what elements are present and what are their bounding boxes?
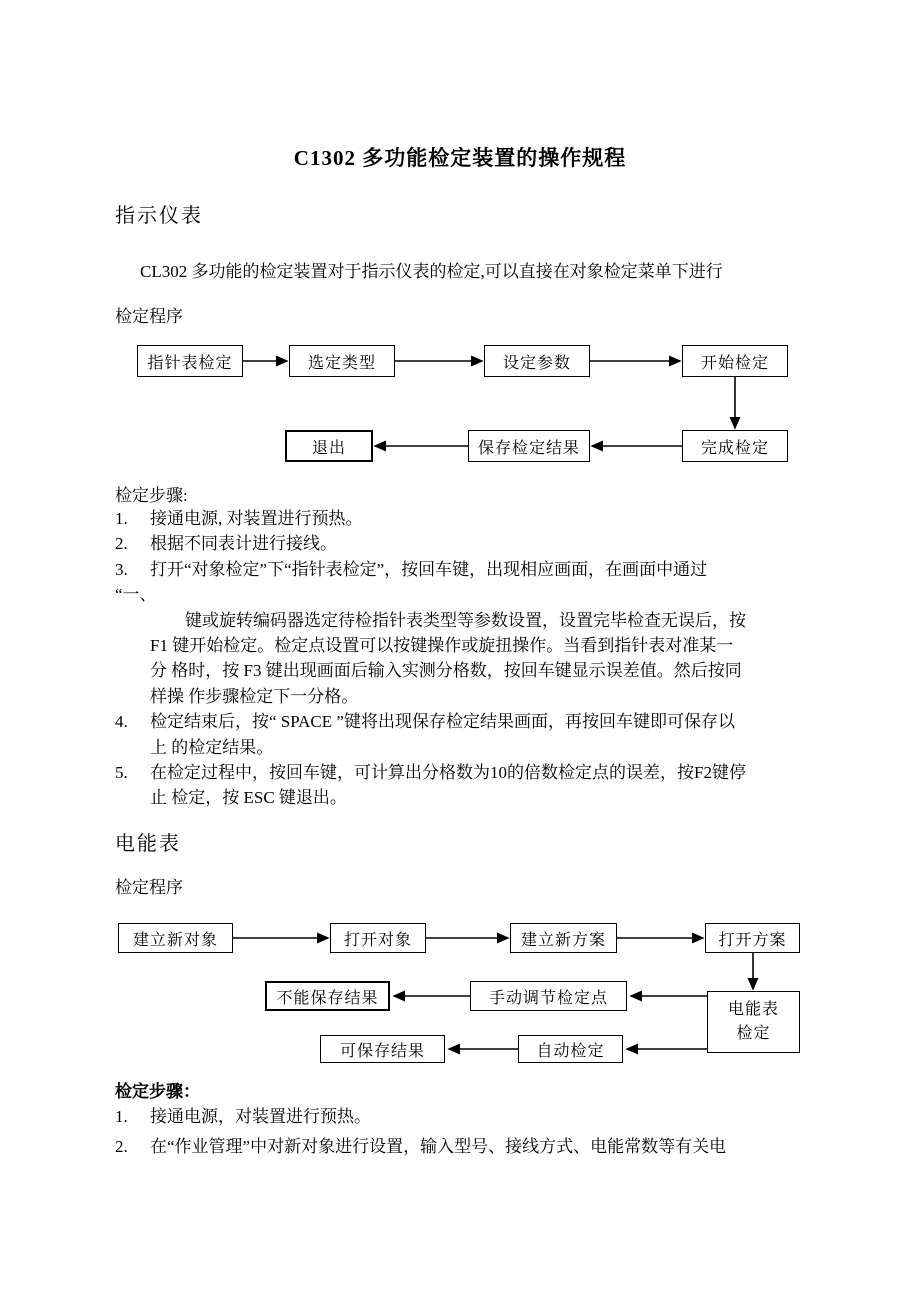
- step-number: 3.: [115, 559, 128, 579]
- step-number: 2.: [115, 534, 128, 554]
- steps-label-energy: 检定步骤：: [115, 1082, 200, 1101]
- flow-box-create-new-object: 建立新对象: [118, 923, 233, 953]
- step-line: [115, 658, 825, 683]
- step-text: 分 格时，按 F3 键出现画面后输入实测分格数，按回车键显示误差值。然后按同: [150, 661, 742, 681]
- step-line: [115, 608, 825, 633]
- section-heading-energy: 电能表: [115, 833, 181, 855]
- section-heading-indicator: 指示仪表: [115, 205, 203, 227]
- step-line: [115, 1132, 825, 1162]
- flow-box-open-object: 打开对象: [330, 923, 426, 953]
- flowchart-indicator: [0, 345, 920, 480]
- flow-box-start-verification: 开始检定: [682, 345, 788, 377]
- step-line: [115, 684, 825, 709]
- step-text: 接通电源，对装置进行预热。: [150, 1107, 371, 1126]
- step-text: “一、: [115, 585, 157, 605]
- step-text: 根据不同表计进行接线。: [150, 534, 337, 554]
- step-line: [115, 785, 825, 810]
- steps-list-indicator: [115, 506, 825, 811]
- step-text: 止 检定，按 ESC 键退出。: [150, 788, 347, 808]
- step-line: [115, 1102, 825, 1132]
- step-text: 样操 作步骤检定下一分格。: [150, 686, 359, 706]
- step-line: [115, 582, 825, 607]
- flow-box-can-save-result: 可保存结果: [320, 1035, 445, 1063]
- energy-meter-check-line2: 检定: [736, 1025, 771, 1042]
- step-text: 接通电源, 对装置进行预热。: [150, 509, 363, 528]
- step-text: 在检定过程中，按回车键，可计算出分格数为10的倍数检定点的误差，按F2键停: [150, 763, 746, 783]
- step-line: [115, 760, 825, 785]
- flow-box-auto-check: 自动检定: [518, 1035, 623, 1063]
- steps-label-indicator: 检定步骤:: [115, 486, 188, 505]
- flow-box-exit: 退出: [285, 430, 373, 462]
- flow-box-manual-adjust-point: 手动调节检定点: [470, 981, 627, 1011]
- step-line: [115, 709, 825, 734]
- step-number: 5.: [115, 763, 128, 783]
- step-line: [115, 531, 825, 556]
- flow-box-cannot-save-result: 不能保存结果: [265, 981, 390, 1011]
- step-text: 在“作业管理”中对新对象进行设置，输入型号、接线方式、电能常数等有关电: [150, 1137, 727, 1156]
- step-number: 2.: [115, 1137, 128, 1156]
- step-line: [115, 633, 825, 658]
- flow-box-save-results: 保存检定结果: [468, 430, 590, 462]
- procedure-label-energy: 检定程序: [115, 878, 183, 897]
- step-text: F1 键开始检定。检定点设置可以按键操作或旋扭操作。当看到指针表对准某一: [150, 636, 734, 656]
- flow-box-energy-meter-check: [707, 991, 800, 1053]
- flow-box-pointer-meter-check: 指针表检定: [137, 345, 243, 377]
- flow-box-create-new-scheme: 建立新方案: [510, 923, 617, 953]
- step-text: 键或旋转编码器选定待检指针表类型等参数设置，设置完毕检查无误后，按: [185, 610, 746, 630]
- step-text: 检定结束后，按“ SPACE ”键将出现保存检定结果画面，再按回车键即可保存以: [150, 712, 735, 732]
- flow-box-set-parameters: 设定参数: [484, 345, 590, 377]
- step-text: 上 的检定结果。: [150, 737, 274, 757]
- step-text: 打开“对象检定”下“指针表检定”，按回车键，出现相应画面，在画面中通过: [150, 559, 708, 579]
- step-number: 1.: [115, 1107, 128, 1126]
- procedure-label-indicator: 检定程序: [115, 307, 183, 326]
- flowchart-energy: [0, 923, 920, 1068]
- energy-meter-check-label: [728, 998, 779, 1046]
- step-number: 4.: [115, 712, 128, 732]
- step-line: [115, 557, 825, 582]
- step-line: [115, 735, 825, 760]
- flow-box-select-type: 选定类型: [289, 345, 395, 377]
- flow-box-finish-verification: 完成检定: [682, 430, 788, 462]
- step-number: 1.: [115, 509, 128, 528]
- energy-meter-check-line1: 电能表: [727, 1001, 779, 1018]
- intro-text: CL302 多功能的检定装置对于指示仪表的检定,可以直接在对象检定菜单下进行: [140, 262, 723, 281]
- step-line: [115, 506, 825, 531]
- steps-list-energy: [115, 1102, 825, 1162]
- document-title: C1302 多功能检定装置的操作规程: [293, 146, 627, 170]
- flow-box-open-scheme: 打开方案: [705, 923, 800, 953]
